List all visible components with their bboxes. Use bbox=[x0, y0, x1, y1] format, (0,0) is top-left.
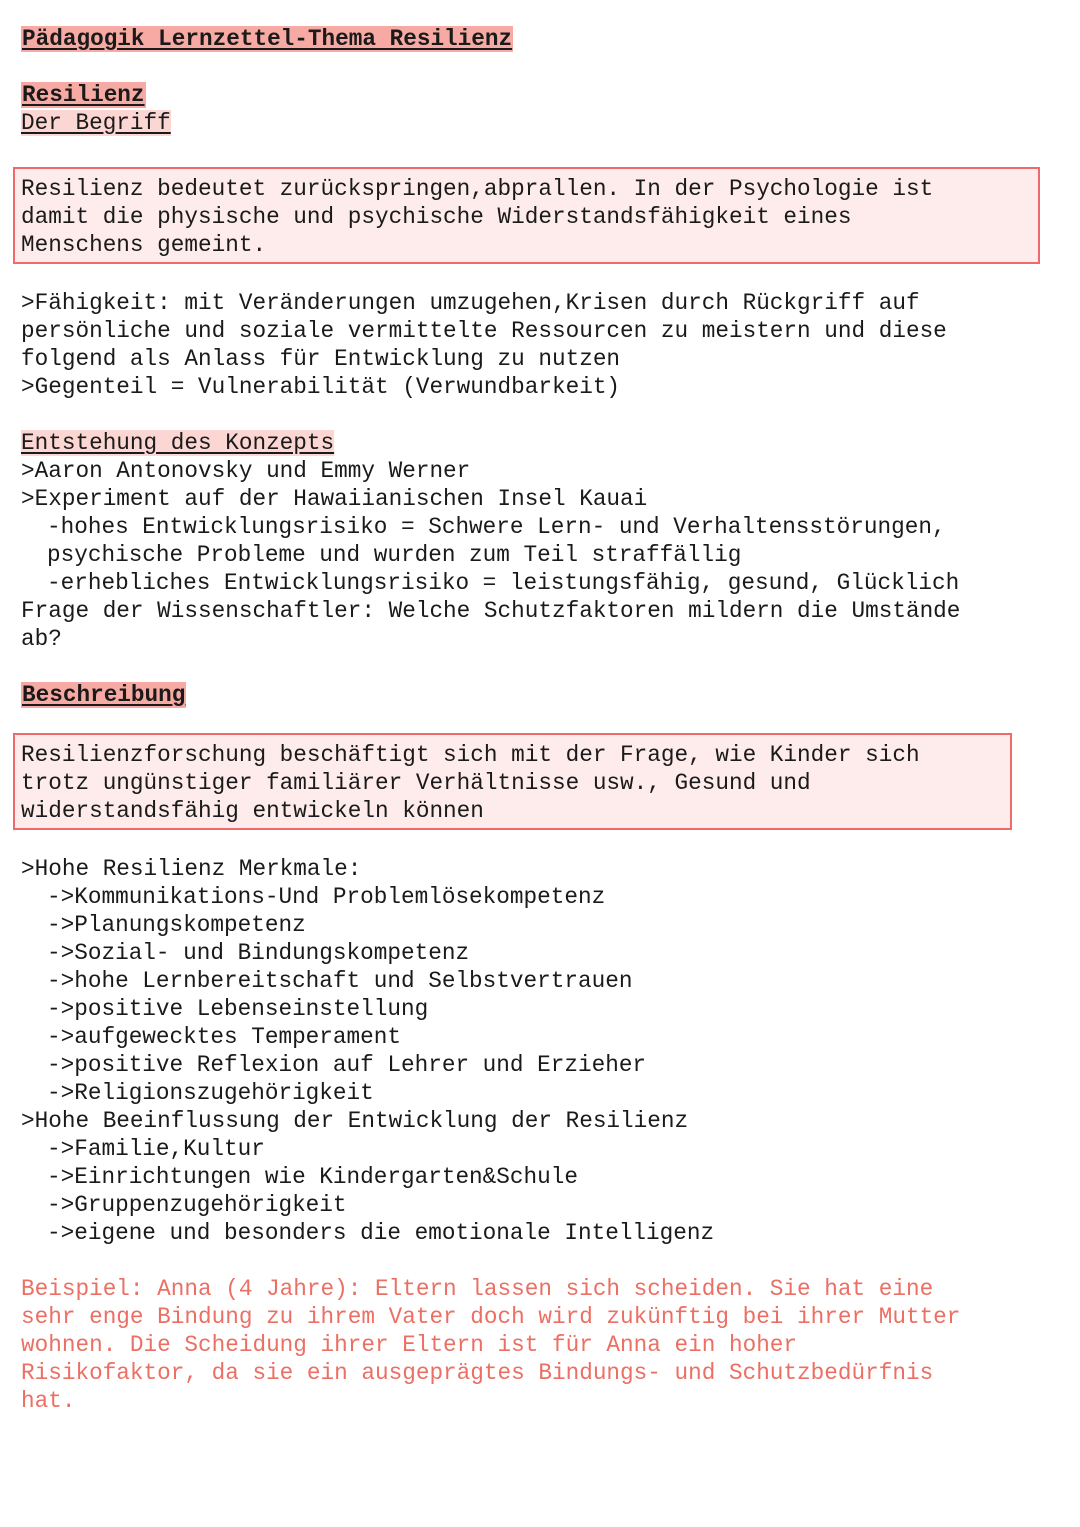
section-heading-beschreibung: Beschreibung bbox=[22, 682, 186, 708]
merkmal-item: ->hohe Lernbereitschaft und Selbstvertrauen bbox=[47, 968, 633, 994]
merkmale-heading: >Hohe Resilienz Merkmale: bbox=[21, 856, 362, 882]
definition-box bbox=[13, 167, 1040, 264]
merkmal-item: ->Sozial- und Bindungskompetenz bbox=[47, 940, 470, 966]
merkmal-item: ->positive Reflexion auf Lehrer und Erzieher bbox=[47, 1052, 647, 1078]
note-line: persönliche und soziale vermittelte Ressourcen zu meistern und diese bbox=[21, 318, 947, 344]
einfluss-item: ->Gruppenzugehörigkeit bbox=[47, 1192, 347, 1218]
document-page bbox=[21, 25, 1061, 1415]
section-heading-resilienz: Resilienz bbox=[22, 82, 145, 108]
merkmal-item: ->Planungskompetenz bbox=[47, 912, 306, 938]
entstehung-line: >Aaron Antonovsky und Emmy Werner bbox=[21, 458, 471, 484]
merkmal-item: ->Kommunikations-Und Problemlösekompetenz bbox=[47, 884, 606, 910]
description-box bbox=[13, 733, 1012, 830]
note-line: folgend als Anlass für Entwicklung zu nutzen bbox=[21, 346, 621, 372]
einfluss-item: ->Einrichtungen wie Kindergarten&Schule bbox=[47, 1164, 578, 1190]
question-line: ab? bbox=[21, 626, 62, 652]
question-line: Frage der Wissenschaftler: Welche Schutzfaktoren mildern die Umstände bbox=[21, 598, 961, 624]
subheading-entstehung: Entstehung des Konzepts bbox=[21, 430, 335, 456]
definition-line: damit die physische und psychische Widerstandsfähigkeit eines bbox=[21, 204, 852, 230]
title-line bbox=[21, 25, 1061, 53]
definition-line: Resilienz bedeutet zurückspringen,abprallen. In der Psychologie ist bbox=[21, 176, 934, 202]
example-line: wohnen. Die Scheidung ihrer Eltern ist für Anna ein hoher bbox=[21, 1332, 798, 1358]
einfluss-item: ->Familie,Kultur bbox=[47, 1136, 265, 1162]
entstehung-detail-line: -erhebliches Entwicklungsrisiko = leistungsfähig, gesund, Glücklich bbox=[47, 570, 960, 596]
merkmal-item: ->Religionszugehörigkeit bbox=[47, 1080, 374, 1106]
description-line: Resilienzforschung beschäftigt sich mit der Frage, wie Kinder sich bbox=[21, 742, 920, 768]
description-line: trotz ungünstiger familiärer Verhältnisse usw., Gesund und bbox=[21, 770, 811, 796]
entstehung-detail-line: -hohes Entwicklungsrisiko = Schwere Lern- und Verhaltensstörungen, bbox=[47, 514, 946, 540]
einfluss-item: ->eigene und besonders die emotionale Intelligenz bbox=[47, 1220, 715, 1246]
entstehung-detail-line: psychische Probleme und wurden zum Teil straffällig bbox=[47, 542, 742, 568]
entstehung-line: >Experiment auf der Hawaiianischen Insel Kauai bbox=[21, 486, 648, 512]
merkmal-item: ->aufgewecktes Temperament bbox=[47, 1024, 401, 1050]
note-line: >Gegenteil = Vulnerabilität (Verwundbarkeit) bbox=[21, 374, 621, 400]
page-title: Pädagogik Lernzettel-Thema Resilienz bbox=[22, 26, 513, 52]
example-line: Risikofaktor, da sie ein ausgeprägtes Bindungs- und Schutzbedürfnis bbox=[21, 1360, 934, 1386]
definition-line: Menschens gemeint. bbox=[21, 232, 267, 258]
example-line: Beispiel: Anna (4 Jahre): Eltern lassen sich scheiden. Sie hat eine bbox=[21, 1276, 934, 1302]
example-block bbox=[21, 1275, 1061, 1415]
note-line: >Fähigkeit: mit Veränderungen umzugehen,Krisen durch Rückgriff auf bbox=[21, 290, 920, 316]
einfluss-heading: >Hohe Beeinflussung der Entwicklung der Resilienz bbox=[21, 1108, 689, 1134]
example-line: hat. bbox=[21, 1388, 76, 1414]
subheading-begriff: Der Begriff bbox=[21, 110, 171, 136]
example-line: sehr enge Bindung zu ihrem Vater doch wird zukünftig bei ihrer Mutter bbox=[21, 1304, 961, 1330]
merkmal-item: ->positive Lebenseinstellung bbox=[47, 996, 429, 1022]
description-line: widerstandsfähig entwickeln können bbox=[21, 798, 484, 824]
